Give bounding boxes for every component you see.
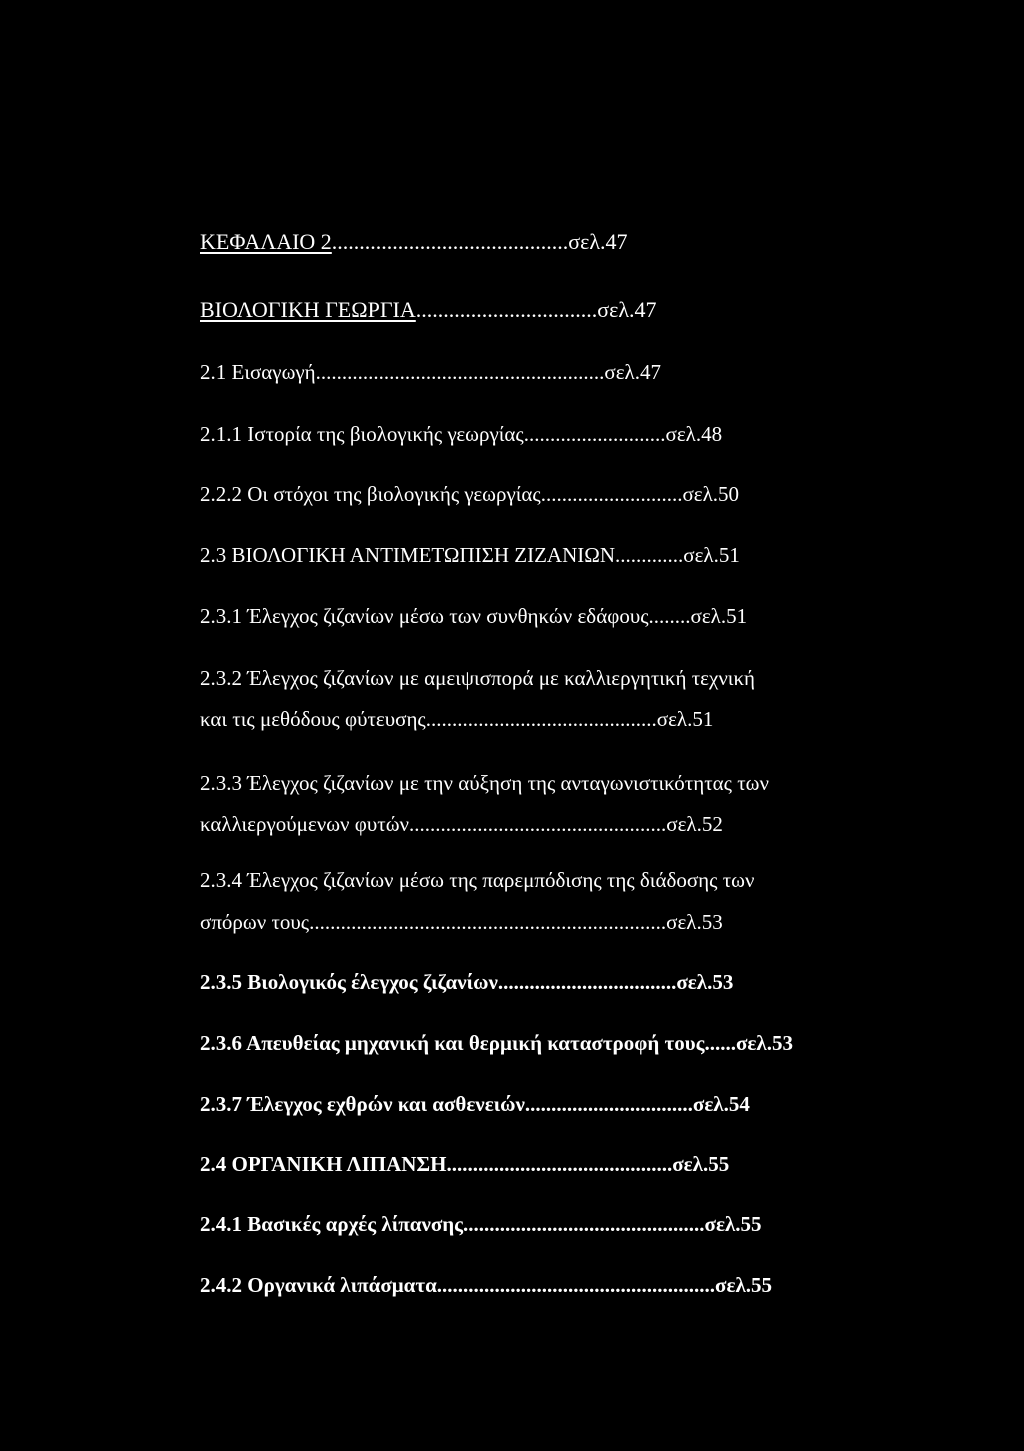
toc-entry-title: 2.3.7 Έλεγχος εχθρών και ασθενειών — [200, 1092, 525, 1116]
toc-entry-title: 2.3.2 Έλεγχος ζιζανίων με αμειψισπορά με καλλιεργητική τεχνική — [200, 666, 756, 690]
toc-entry-title: 2.3.1 Έλεγχος ζιζανίων μέσω των συνθηκών εδάφους — [200, 604, 649, 628]
toc-entry-title: 2.3.4 Έλεγχος ζιζανίων μέσω της παρεμπόδισης της διάδοσης των — [200, 868, 755, 892]
toc-leader-dots: .................................. — [497, 970, 677, 994]
toc-entry-title: 2.3.5 Βιολογικός έλεγχος ζιζανίων — [200, 970, 498, 994]
toc-entry-2-3-1 — [200, 603, 868, 629]
toc-entry-title: 2.3 ΒΙΟΛΟΓΙΚΗ ΑΝΤΙΜΕΤΩΠΙΣΗ ΖΙΖΑΝΙΩΝ — [200, 543, 615, 567]
toc-entry-title: 2.4.1 Βασικές αρχές λίπανσης — [200, 1212, 464, 1236]
toc-entry-2-4-2 — [200, 1272, 868, 1298]
toc-leader-dots: ............................................ — [425, 707, 657, 731]
toc-entry-2-3-4 — [200, 867, 868, 893]
toc-leader-dots: ........................... — [523, 422, 666, 446]
toc-page-number: σελ.47 — [604, 360, 661, 384]
toc-leader-dots: ........................................... — [331, 229, 569, 254]
toc-leader-dots: .................................................................... — [309, 910, 667, 934]
toc-entry-title: 2.1 Εισαγωγή — [200, 360, 316, 384]
toc-leader-dots: ................................. — [415, 297, 598, 322]
toc-entry-2-3-2-continuation — [200, 706, 868, 732]
toc-entry-title: 2.2.2 Οι στόχοι της βιολογικής γεωργίας — [200, 482, 541, 506]
toc-entry-2-3-4-continuation — [200, 909, 868, 935]
toc-entry-2-2-2 — [200, 481, 868, 507]
toc-entry-title: 2.3.6 Απευθείας μηχανική και θερμική καταστροφή τους — [200, 1031, 705, 1055]
toc-entry-title: 2.4 ΟΡΓΑΝΙΚΗ ΛΙΠΑΝΣΗ — [200, 1152, 447, 1176]
toc-page-number: .σελ.55 — [709, 1273, 773, 1297]
toc-entry-2-1 — [200, 359, 868, 385]
toc-page-number: σελ.51 — [656, 707, 714, 731]
toc-entry-2-4 — [200, 1151, 868, 1177]
toc-entry-title: ΚΕΦΑΛΑΙΟ 2 — [200, 229, 332, 254]
toc-page-number: σελ.55 — [704, 1212, 762, 1236]
toc-entry-2-3-5 — [200, 969, 868, 995]
toc-leader-dots: ......................................... — [446, 1152, 662, 1176]
toc-leader-dots: .............................................. — [463, 1212, 705, 1236]
toc-entry-chapter-2 — [200, 229, 868, 255]
toc-entry-2-1-1 — [200, 421, 868, 447]
toc-entry-title: 2.3.3 Έλεγχος ζιζανίων με την αύξηση της ανταγωνιστικότητας των — [200, 771, 769, 795]
toc-entry-title: 2.4.2 Οργανικά λιπάσματα — [200, 1273, 437, 1297]
toc-leader-dots: ............ — [615, 543, 678, 567]
toc-page-number: .σελ.51 — [678, 543, 740, 567]
toc-page-number: σελ.47 — [597, 297, 657, 322]
toc-entry-title-continuation: σπόρων τους — [200, 910, 310, 934]
toc-leader-dots: .................................................... — [436, 1273, 710, 1297]
toc-page-number: σελ.53 — [735, 1031, 793, 1055]
toc-entry-title: 2.1.1 Ιστορία της βιολογικής γεωργίας — [200, 422, 524, 446]
toc-page-number: σελ.52 — [666, 812, 723, 836]
toc-entry-2-3 — [200, 542, 868, 568]
toc-entry-2-3-3 — [200, 770, 868, 796]
toc-page-number: σελ.47 — [568, 229, 628, 254]
toc-page-number: ..σελ.50 — [671, 482, 740, 506]
toc-leader-dots: ............................... — [524, 1092, 688, 1116]
toc-page-number: σελ.53 — [666, 910, 723, 934]
toc-entry-2-3-6 — [200, 1030, 868, 1056]
toc-page-number: .σελ.54 — [687, 1092, 750, 1116]
toc-page-number: ..σελ.55 — [661, 1152, 730, 1176]
toc-page-number: σελ.51 — [690, 604, 748, 628]
toc-entry-2-3-7 — [200, 1091, 868, 1117]
toc-entry-title-continuation: και τις μεθόδους φύτευσης — [200, 707, 426, 731]
toc-entry-2-3-2 — [200, 665, 868, 691]
toc-leader-dots: ........ — [648, 604, 691, 628]
toc-page-number: σελ.53 — [676, 970, 734, 994]
toc-entry-title: ΒΙΟΛΟΓΙΚΗ ΓΕΩΡΓΙΑ — [200, 297, 416, 322]
toc-leader-dots: ......................... — [540, 482, 672, 506]
toc-leader-dots: ...... — [704, 1031, 736, 1055]
toc-leader-dots: ................................................. — [409, 812, 667, 836]
toc-entry-2-4-1 — [200, 1211, 868, 1237]
toc-entry-2-3-3-continuation — [200, 811, 868, 837]
toc-leader-dots: ....................................................... — [315, 360, 605, 384]
toc-entry-title-continuation: καλλιεργούμενων φυτών — [200, 812, 410, 836]
toc-page-number: σελ.48 — [665, 422, 723, 446]
toc-entry-organic-farming — [200, 297, 868, 323]
